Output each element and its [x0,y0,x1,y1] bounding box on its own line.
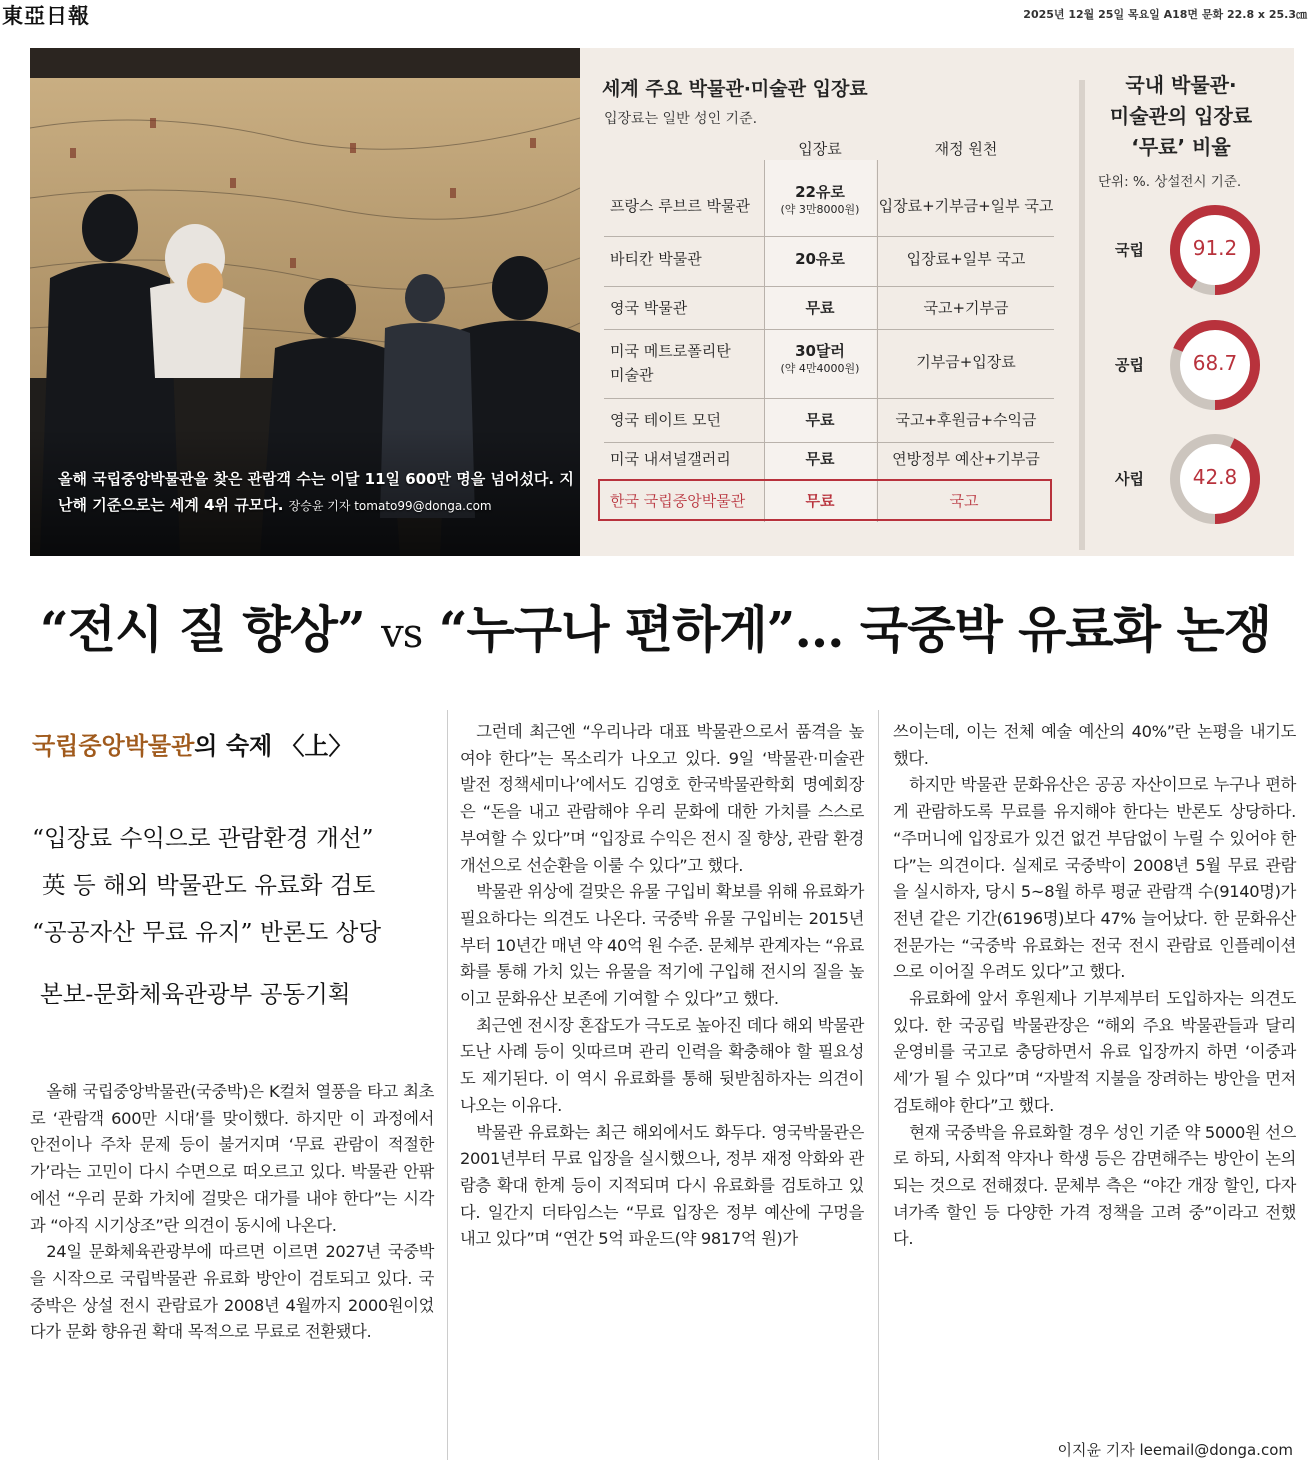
byline: 이지윤 기자 leemail@donga.com [1057,1441,1293,1459]
museum-photo [30,48,580,556]
caption-text: 올해 국립중앙박물관을 찾은 관람객 수는 이달 11일 600만 명을 넘어섰다. 지난해 기준으로는 세계 4위 규모다. [58,470,574,514]
table-row [604,286,1054,330]
donut-value-label: 91.2 [1192,236,1238,260]
subheadlines [32,815,432,956]
fee-value: 22유로 (약 3만8000원) [780,183,860,216]
article-column-2 [460,719,864,1253]
museum-name: 미국 메트로폴리탄 미술관 [610,342,731,384]
series-highlight: 국립중앙박물관 [32,732,195,760]
table-row [604,329,1054,399]
funding-source: 입장료+일부 국고 [906,250,1026,268]
source-column-header: 재정 원천 [934,140,998,158]
funding-source: 연방정부 예산+기부금 [892,450,1040,468]
highlighted-row-korea [598,479,1052,521]
museum-name: 미국 내셔널갤러리 [610,450,731,468]
joint-project-label: 본보-문화체육관광부 공동기획 [40,980,351,1008]
funding-source: 국고 [949,492,979,510]
masthead [0,0,1311,28]
subheadline: “공공자산 무료 유지” 반론도 상당 [32,918,382,946]
paragraph: 하지만 박물관 문화유산은 공공 자산이므로 누구나 편하게 관람하도록 무료를 유지해야 한다는 반론도 상당하다. “주머니에 입장료가 있건 없건 부담없이 누릴 수 있어야 한다”는 의견이다. 실제로 국중박이 2008년 5월 무료 관람을 실시하자, 당시 5~8월 하루 평균 관람객 수(9140명)가 전년 같은 기간(6196명)보다 47% 늘어났다. 한 문화유산 전문가는 “국중박 유료화는 전국 전시 관람료 인플레이션으로 이어질 우려도 있다”고 했다. [893,775,1296,982]
table-row [604,236,1054,287]
funding-source: 국고+후원금+수익금 [895,411,1037,429]
paragraph: 유료화에 앞서 후원제나 기부제부터 도입하자는 의견도 있다. 한 국공립 박물관장은 “해외 주요 박물관들과 달리 운영비를 국고로 충당하면서 유료 입장까지 하면 ‘이중과세’가 될 수 있다”며 “자발적 지불을 장려하는 방안을 먼저 검토해야 한다”고 했다. [893,989,1296,1115]
donut-value-label: 68.7 [1192,351,1238,375]
fee-column-header: 입장료 [798,140,842,158]
funding-source: 국고+기부금 [923,299,1009,317]
fee-table-subtitle: 입장료는 일반 성인 기준. [604,111,758,127]
fee-value: 20유로 [795,250,845,268]
column-rule [878,710,879,1460]
museum-name: 영국 박물관 [610,299,688,317]
article-column-3 [893,719,1296,1253]
museum-name: 영국 테이트 모던 [610,411,721,429]
paragraph: 올해 국립중앙박물관(국중박)은 K컬처 열풍을 타고 최초로 ‘관람객 600만 시대’를 맞이했다. 하지만 이 과정에서 안전이나 주차 문제 등이 불거지며 ‘무료 관람이 적절한가’라는 고민이 다시 수면으로 떠오르고 있다. 박물관 안팎에선 “우리 문화 가치에 걸맞은 대가를 내야 한다”는 시각과 “아직 시기상조”란 의견이 동시에 나온다. [30,1082,434,1235]
newspaper-logo: 東亞日報 [2,3,90,28]
paragraph: 그런데 최근엔 “우리나라 대표 박물관으로서 품격을 높여야 한다”는 목소리가 나오고 있다. 9일 ‘박물관·미술관 발전 정책세미나’에서도 김영호 한국박물관학회 명예회장은 “돈을 내고 관람해야 우리 문화에 대한 가치를 스스로 부여할 수 있다”며 “입장료 수익은 전시 질 향상, 관람 환경 개선으로 선순환을 이룰 수 있다”고 했다. [460,722,864,875]
ratio-chart-unit: 단위: %. 상설전시 기준. [1098,174,1242,190]
paragraph: 쓰이는데, 이는 전체 예술 예산의 40%”란 논평을 내기도 했다. [893,722,1296,768]
headline [0,590,1311,662]
dateline: 2025년 12월 25일 목요일 A18면 문화 22.8 x 25.3㎝ [1023,8,1307,21]
funding-source: 입장료+기부금+일부 국고 [878,197,1054,215]
panel-separator [1079,80,1085,550]
paragraph: 현재 국중박을 유료화할 경우 성인 기준 약 5000원 선으로 하되, 사회적 약자나 학생 등은 감면해주는 방안이 논의되는 것으로 전해졌다. 문체부 측은 “야간 개장 할인, 다자녀가족 할인 등 다양한 가격 정책을 고려 중”이라고 전했다. [893,1122,1296,1249]
ratio-chart-title: 국내 박물관· 미술관의 입장료 ‘무료’ 비율 [1109,73,1253,159]
fee-value: 30달러 (약 4만4000원) [780,342,860,375]
fee-value: 무료 [805,492,835,510]
table-row [604,442,1054,479]
headline-part1: “전시 질 향상” [39,600,365,659]
series-label [32,726,353,761]
photo-credit: 장승윤 기자 tomato99@donga.com [288,499,492,513]
table-row [604,176,1054,237]
donut-category-label: 사립 [1115,470,1144,488]
series-rest: 의 숙제 〈上〉 [194,732,353,760]
donut-category-label: 공립 [1115,356,1144,374]
column-rule [447,710,448,1460]
museum-name: 프랑스 루브르 박물관 [610,197,750,215]
article-column-1 [30,1079,434,1346]
fee-table-title: 세계 주요 박물관·미술관 입장료 [602,78,868,100]
funding-source: 기부금+입장료 [916,353,1016,371]
fee-value: 무료 [805,411,835,429]
donut-category-label: 국립 [1115,241,1144,259]
photo-caption [58,466,578,519]
paragraph: 24일 문화체육관광부에 따르면 이르면 2027년 국중박을 시작으로 국립박물관 유료화 방안이 검토되고 있다. 국중박은 상설 전시 관람료가 2008년 4월까지 2000원이었다가 문화 향유권 확대 목적으로 무료로 전환됐다. [30,1242,434,1342]
paragraph: 최근엔 전시장 혼잡도가 극도로 높아진 데다 해외 박물관 도난 사례 등이 잇따르며 관리 인력을 확충해야 할 필요성도 제기된다. 이 역시 유료화를 통해 뒷받침하자는 의견이 나오는 이유다. [460,1015,864,1115]
headline-part2: “누구나 편하게”… 국중박 유료화 논쟁 [438,600,1272,659]
headline-vs: vs [381,611,423,657]
paragraph: 박물관 위상에 걸맞은 유물 구입비 확보를 위해 유료화가 필요하다는 의견도 나온다. 국중박 유물 구입비는 2015년부터 10년간 매년 약 40억 원 수준. 문체부 관계자는 “유료화를 통해 가치 있는 유물을 적기에 구입해 전시의 질을 높이고 문화유산 보존에 기여할 수 있다”고 했다. [460,882,864,1009]
museum-name: 한국 국립중앙박물관 [610,492,746,510]
fee-value: 무료 [805,450,835,468]
subheadline: 英 등 해외 박물관도 유료화 검토 [42,871,376,899]
paragraph: 박물관 유료화는 최근 해외에서도 화두다. 영국박물관은 2001년부터 무료 입장을 실시했으나, 정부 재정 악화와 관람층 확대 한계 등이 지적되며 다시 유료화를 검토하고 있다. 일간지 더타임스는 “무료 입장은 정부 예산에 구멍을 내고 있다”며 “연간 5억 파운드(약 9817억 원)가 [460,1122,864,1249]
museum-name: 바티칸 박물관 [610,250,702,268]
donut-value-label: 42.8 [1192,465,1238,489]
subheadline: “입장료 수익으로 관람환경 개선” [32,824,374,852]
table-row [604,398,1054,443]
fee-value: 무료 [805,299,835,317]
